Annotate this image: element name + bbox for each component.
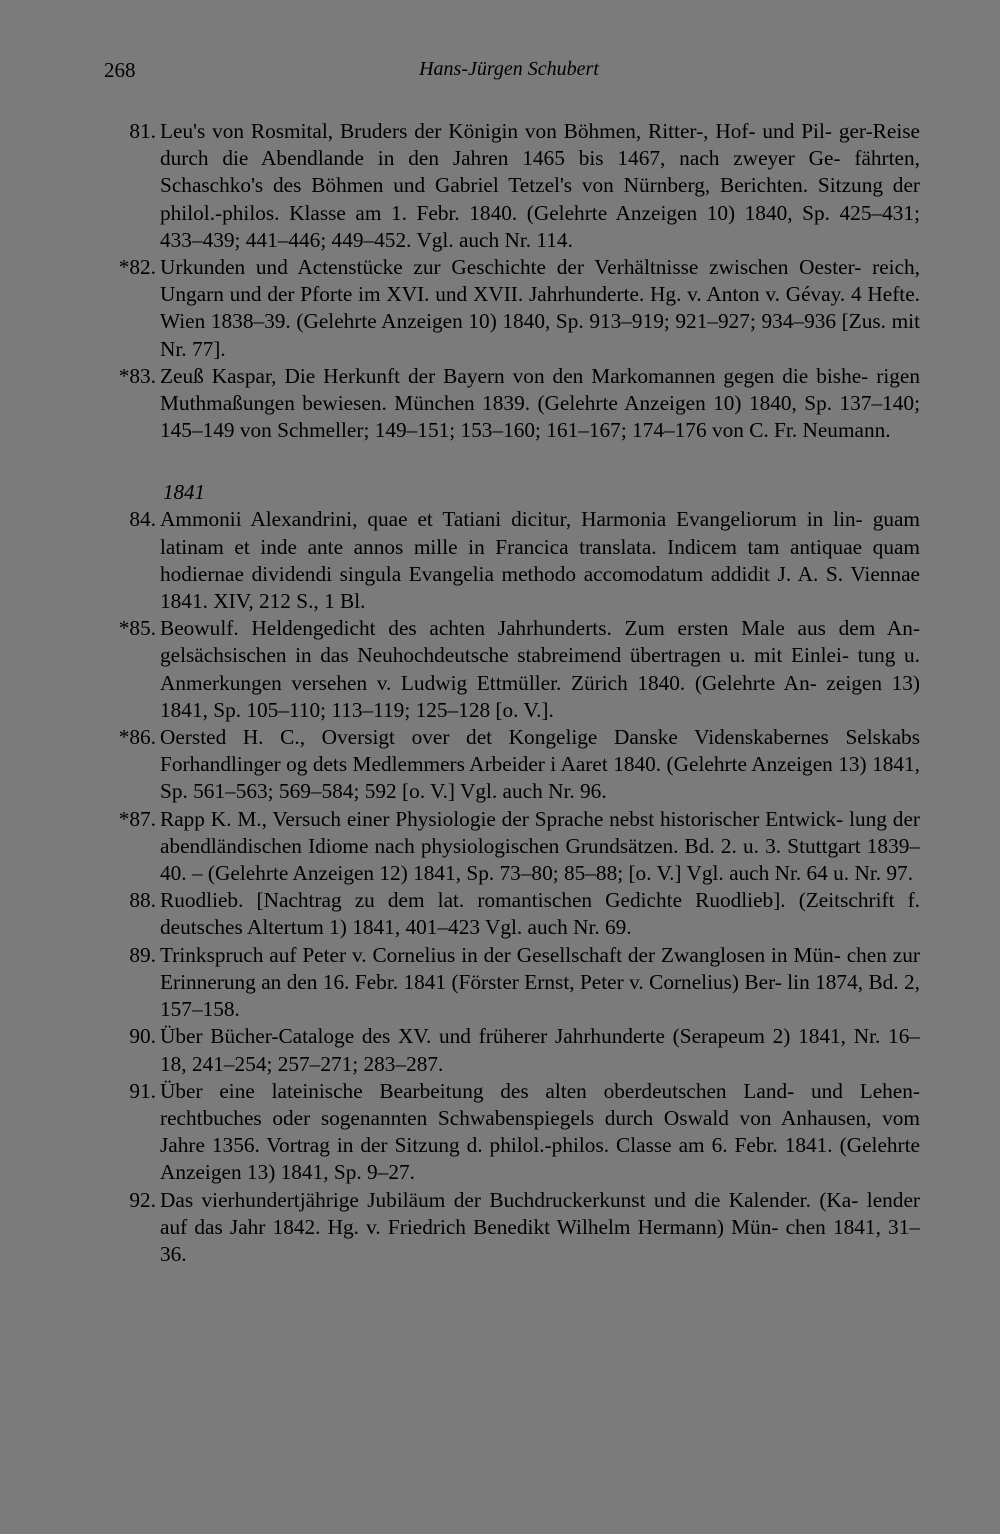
entry-line: fährten, Schaschko's des Böhmen und Gabriel Tetzel's von Nürnberg, Berichten.	[160, 146, 920, 198]
entry-line: 921–927; 934–936 [Zus. mit Nr. 77].	[160, 309, 920, 361]
entry-line: deutsches Altertum 1) 1841, 401–423 Vgl. auch Nr. 69.	[160, 915, 632, 940]
entry-text	[160, 1188, 920, 1266]
bibliography-entry	[129, 506, 921, 615]
entry-line: zeigen 13) 1841, Sp. 105–110; 113–119; 125–128 [o. V.].	[160, 670, 920, 722]
entry-line: Sitzung der philol.-philos. Klasse am 1. Febr. 1840. (Gelehrte Anzeigen 10) 1840,	[160, 173, 920, 225]
entry-line: von C. Fr. Neumann.	[711, 418, 891, 443]
entry-line: Ammonii Alexandrini, quae et Tatiani dicitur, Harmonia Evangeliorum in lin-	[160, 507, 863, 532]
entry-line: chen zur Erinnerung an den 16. Febr. 1841 (Förster Ernst, Peter v. Cornelius) Ber-	[160, 942, 920, 994]
entry-line: Leu's von Rosmital, Bruders der Königin von Böhmen, Ritter-, Hof- und Pil-	[160, 119, 832, 143]
entry-text	[160, 616, 920, 722]
entry-line: (Gelehrte Anzeigen 13) 1841, Sp. 9–27.	[160, 1133, 921, 1185]
entry-text	[160, 119, 920, 252]
entry-number: 92.	[129, 1187, 156, 1212]
entry-text	[160, 888, 920, 939]
bibliography-entry	[129, 887, 920, 941]
entry-line: Stuttgart 1839–40. – (Gelehrte Anzeigen 12) 1841, Sp. 73–80; 85–88; [o. V.]	[160, 833, 921, 886]
entry-line: Zeuß Kaspar, Die Herkunft der Bayern von den Markomannen gegen die bishe-	[160, 363, 869, 388]
entry-number: *87.	[118, 806, 156, 831]
entry-line: 13) 1841, Sp. 561–563; 569–584; 592 [o. V.] Vgl. auch Nr. 96.	[160, 752, 920, 804]
entry-number: 84.	[129, 507, 156, 532]
entry-line: guam latinam et inde ante annos mille in Francica translata. Indicem tam antiquae	[160, 507, 921, 559]
entry-text	[160, 364, 920, 442]
entry-line: gelsächsischen in das Neuhochdeutsche stabreimend übertragen u. mit Einlei-	[160, 643, 849, 668]
running-title: Hans-Jürgen Schubert	[419, 58, 599, 80]
bibliography-entry	[129, 1078, 921, 1187]
entry-line: Rapp K. M., Versuch einer Physiologie der Sprache nebst historischer Entwick-	[160, 806, 844, 831]
entry-line: Das vierhundertjährige Jubiläum der Buchdruckerkunst und die Kalender. (Ka-	[160, 1187, 859, 1212]
entry-line: Beowulf. Heldengedicht des achten Jahrhunderts. Zum ersten Male aus dem An-	[160, 616, 920, 641]
entry-line: Urkunden und Actenstücke zur Geschichte der Verhältnisse zwischen Oester-	[160, 255, 862, 280]
entry-text	[160, 725, 920, 803]
entry-number: 89.	[129, 942, 156, 967]
bibliography-entry	[118, 254, 920, 363]
entry-line: J. A. S. Viennae 1841. XIV, 212 S., 1 Bl.	[160, 561, 920, 614]
entry-text	[160, 1024, 920, 1075]
entry-number: *82.	[118, 255, 156, 280]
bibliography-entry	[118, 615, 921, 724]
entry-text	[160, 507, 920, 613]
entry-line: Trinkspruch auf Peter v. Cornelius in der Gesellschaft der Zwanglosen in Mün-	[160, 942, 841, 967]
entry-number: 90.	[129, 1024, 156, 1049]
entry-line: lender auf das Jahr 1842. Hg. v. Friedrich Benedikt Wilhelm Hermann) Mün-	[160, 1187, 920, 1239]
entry-line: Vgl. auch Nr. 64 u. Nr. 97.	[686, 861, 914, 886]
bibliography-entry	[118, 806, 921, 888]
entry-line: Forhandlinger og dets Medlemmers Arbeider i Aaret 1840. (Gelehrte Anzeigen	[160, 752, 833, 777]
entry-text	[160, 255, 920, 361]
entry-text	[160, 807, 920, 885]
bibliography-entry	[118, 724, 920, 806]
entry-line: lin 1874, Bd. 2, 157–158.	[160, 969, 921, 1022]
entry-number: *86.	[118, 725, 156, 750]
page-header	[104, 58, 914, 88]
entry-line: quam hodiernae dividendi singula Evangelia methodo accomodatum addidit	[160, 534, 920, 586]
entry-line: reich, Ungarn und der Pforte im XVI. und XVII. Jahrhunderte. Hg. v. Anton v.	[160, 255, 920, 307]
entry-number: *85.	[118, 616, 156, 641]
entry-line: Sp. 425–431; 433–439; 441–446; 449–452. Vgl. auch Nr. 114.	[160, 200, 920, 252]
bibliography-entry	[129, 118, 920, 254]
entry-number: 81.	[129, 119, 156, 143]
entry-text	[160, 943, 920, 1021]
bibliography-list	[0, 118, 1000, 1268]
entry-line: Gévay. 4 Hefte. Wien 1838–39. (Gelehrte Anzeigen 10) 1840, Sp. 913–919;	[160, 282, 920, 334]
entry-line: Nr. 16–18, 241–254; 257–271; 283–287.	[160, 1024, 920, 1076]
entry-number: 91.	[129, 1078, 156, 1103]
bibliography-entry	[118, 363, 920, 445]
entry-line: rigen Muthmaßungen bewiesen. München 1839. (Gelehrte Anzeigen 10) 1840,	[160, 363, 920, 416]
bibliography-entry	[129, 1187, 920, 1269]
entry-number: 88.	[129, 888, 156, 913]
entry-line: Ruodlieb. [Nachtrag zu dem lat. romantischen Gedichte Ruodlieb]. (Zeitschrift f.	[160, 888, 920, 913]
entry-line: Sp. 137–140; 145–149 von Schmeller; 149–151; 153–160; 161–167; 174–176	[160, 391, 920, 443]
entry-number: *83.	[118, 363, 156, 388]
year-heading: 1841	[163, 480, 205, 505]
page-number: 268	[104, 58, 136, 82]
bibliography-entry	[129, 942, 921, 1024]
entry-text	[160, 1079, 920, 1185]
entry-line: Über Bücher-Cataloge des XV. und früherer Jahrhunderte (Serapeum 2) 1841,	[160, 1024, 846, 1049]
entry-line: Über eine lateinische Bearbeitung des alten oberdeutschen Land- und Lehen-	[160, 1078, 920, 1103]
entry-line: rechtbuches oder sogenannten Schwabenspiegels durch Oswald von Anhausen,	[160, 1105, 872, 1130]
entry-line: lung der abendländischen Idiome nach physiologischen Grundsätzen. Bd. 2. u. 3.	[160, 806, 920, 858]
entry-line: Oersted H. C., Oversigt over det Kongelige Danske Videnskabernes Selskabs	[160, 725, 920, 750]
entry-line: chen 1841, 31–36.	[160, 1214, 920, 1266]
bibliography-entry	[129, 1023, 920, 1077]
entry-line: vom Jahre 1356. Vortrag in der Sitzung d. philol.-philos. Classe am 6. Febr. 1841.	[160, 1105, 920, 1158]
entry-line: ger-Reise durch die Abendlande in den Jahren 1465 bis 1467, nach zweyer Ge-	[160, 119, 920, 171]
entry-line: tung u. Anmerkungen versehen v. Ludwig Ettmüller. Zürich 1840. (Gelehrte An-	[160, 643, 921, 695]
